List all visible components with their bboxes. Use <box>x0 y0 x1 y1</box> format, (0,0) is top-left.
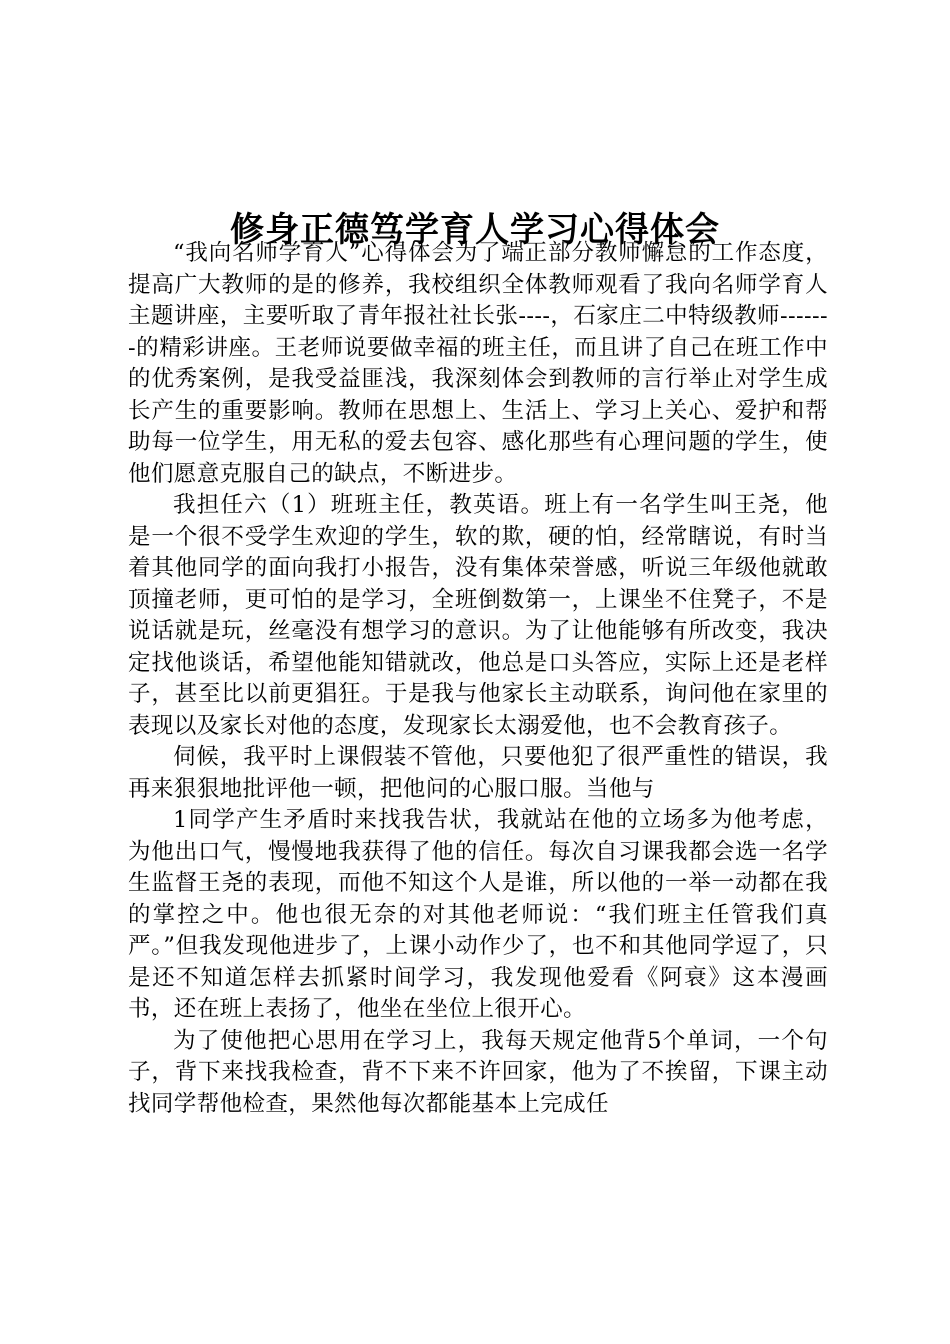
paragraph-4: 1同学产生矛盾时来找我告状，我就站在他的立场多为他考虑，为他出口气，慢慢地我获得了他的信任。每次自习课我都会选一名学生监督王尧的表现，而他不知这个人是谁，所以他的一举一动都在我的掌控之中。他也很无奈的对其他老师说：“我们班主任管我们真严。”但我发现他进步了，上课小动作少了，也不和其他同学逗了，只是还不知道怎样去抓紧时间学习，我发现他爱看《阿衰》这本漫画书，还在班上表扬了，他坐在坐位上很开心。 <box>128 807 828 1022</box>
paragraph-5: 为了使他把心思用在学习上，我每天规定他背5个单词，一个句子，背下来找我检查，背不下来不许回家，他为了不挨留，下课主动找同学帮他检查，果然他每次都能基本上完成任 <box>128 1027 828 1117</box>
paragraph-3: 伺候，我平时上课假装不管他，只要他犯了很严重性的错误，我再来狠狠地批评他一顿，把他问的心服口服。当他与 <box>128 744 828 802</box>
document-body <box>128 238 828 1120</box>
paragraph-1: “我向名师学育人”心得体会为了端正部分教师懈怠的工作态度，提高广大教师的是的修养，我校组织全体教师观看了我向名师学育人主题讲座，主要听取了青年报社社长张----，石家庄二中特级教师-------的精彩讲座。王老师说要做幸福的班主任，而且讲了自己在班工作中的优秀案例，是我受益匪浅，我深刻体会到教师的言行举止对学生成长产生的重要影响。教师在思想上、生活上、学习上关心、爱护和帮助每一位学生，用无私的爱去包容、感化那些有心理问题的学生，使他们愿意克服自己的缺点，不断进步。 <box>128 240 828 487</box>
document-title: 修身正德笃学育人学习心得体会 <box>230 209 720 250</box>
paragraph-2: 我担任六（1）班班主任，教英语。班上有一名学生叫王尧，他是一个很不受学生欢迎的学生，软的欺，硬的怕，经常瞎说，有时当着其他同学的面向我打小报告，没有集体荣誉感，听说三年级他就敢顶撞老师，更可怕的是学习，全班倒数第一，上课坐不住凳子，不是说话就是玩，丝毫没有想学习的意识。为了让他能够有所改变，我决定找他谈话，希望他能知错就改，他总是口头答应，实际上还是老样子，甚至比以前更猖狂。于是我与他家长主动联系，询问他在家里的表现以及家长对他的态度，发现家长太溺爱他，也不会教育孩子。 <box>128 492 828 739</box>
